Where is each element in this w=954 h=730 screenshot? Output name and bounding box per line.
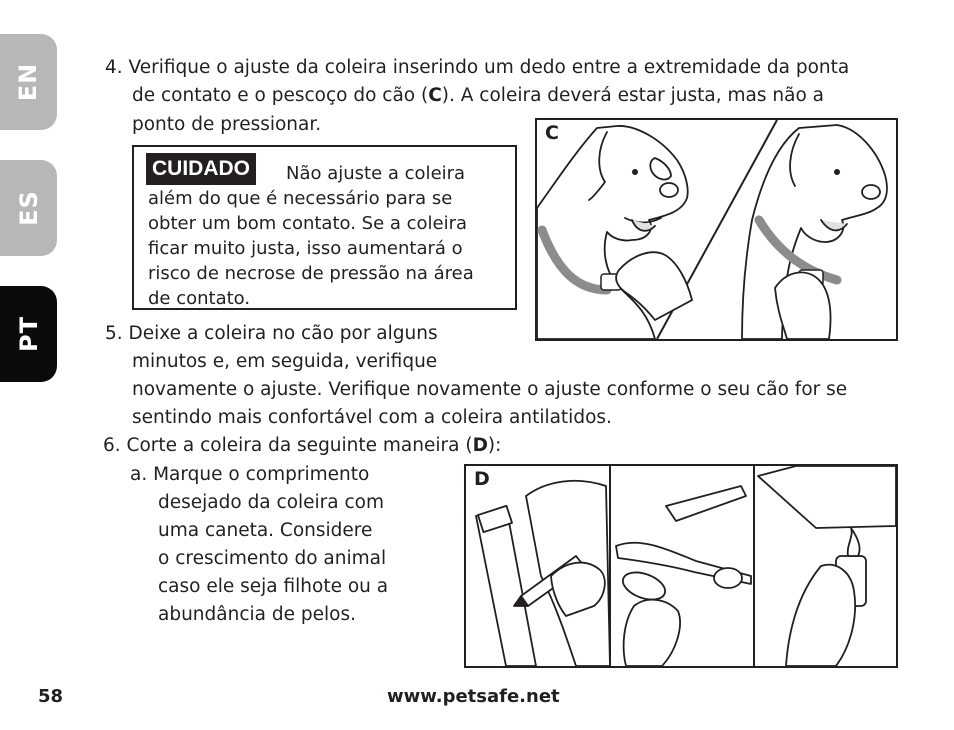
- step4-figure-ref: C: [428, 85, 442, 106]
- caution-box: [132, 145, 517, 310]
- step6a-line6: abundância de pelos.: [158, 604, 356, 625]
- step6a-line4: o crescimento do animal: [158, 548, 387, 569]
- caution-line-1: Não ajuste a coleira: [286, 163, 466, 184]
- tab-pt[interactable]: [0, 286, 57, 382]
- step4-line2-b: ). A coleira deverá estar justa, mas não a: [441, 85, 824, 106]
- step5-line2: minutos e, em seguida, verifique: [132, 351, 438, 372]
- tab-pt-label: PT: [14, 316, 43, 352]
- caution-line-4: ficar muito justa, isso aumentará o: [148, 238, 463, 259]
- step6a-line3: uma caneta. Considere: [158, 520, 373, 541]
- step4-line3: ponto de pressionar.: [132, 114, 322, 135]
- caution-line-5: risco de necrose de pressão na área: [148, 263, 474, 284]
- figure-c-label: C: [545, 122, 559, 144]
- step5-line1: 5. Deixe a coleira no cão por alguns: [105, 323, 438, 344]
- step4-line1: 4. Verifique o ajuste da coleira inserindo um dedo entre a extremidade da ponta: [105, 57, 850, 78]
- step5-line3: novamente o ajuste. Verifique novamente o ajuste conforme o seu cão for se: [132, 379, 848, 400]
- figure-c-illustration: [535, 118, 898, 341]
- step6a-line1: a. Marque o comprimento: [130, 464, 370, 485]
- step6-figure-ref: D: [472, 435, 488, 456]
- step6-line: [103, 432, 501, 459]
- tab-es[interactable]: [0, 160, 57, 256]
- page-number: 58: [38, 686, 64, 707]
- step6-text-a: 6. Corte a coleira da seguinte maneira (: [103, 435, 473, 456]
- step6a-line5: caso ele seja filhote ou a: [158, 576, 389, 597]
- step4-line2: [132, 82, 824, 109]
- caution-line-3: obter um bom contato. Se a coleira: [148, 213, 468, 234]
- dog-collar-illustration: [537, 120, 896, 339]
- website-link[interactable]: www.petsafe.net: [387, 686, 560, 707]
- tab-es-label: ES: [14, 190, 43, 226]
- step5-line4: sentindo mais confortável com a coleira antilatidos.: [132, 407, 612, 428]
- figure-d-label: D: [474, 468, 490, 490]
- caution-label: CUIDADO: [146, 153, 256, 185]
- caution-line-2: além do que é necessário para se: [148, 188, 453, 209]
- caution-line-6: de contato.: [148, 288, 251, 309]
- step6-text-b: ):: [487, 435, 502, 456]
- tab-en-label: EN: [14, 62, 43, 102]
- collar-cutting-illustration: [466, 466, 896, 666]
- step4-line2-a: de contato e o pescoço do cão (: [132, 85, 429, 106]
- figure-d-illustration: [464, 464, 898, 668]
- step6a-line2: desejado da coleira com: [158, 492, 385, 513]
- tab-en[interactable]: [0, 34, 57, 130]
